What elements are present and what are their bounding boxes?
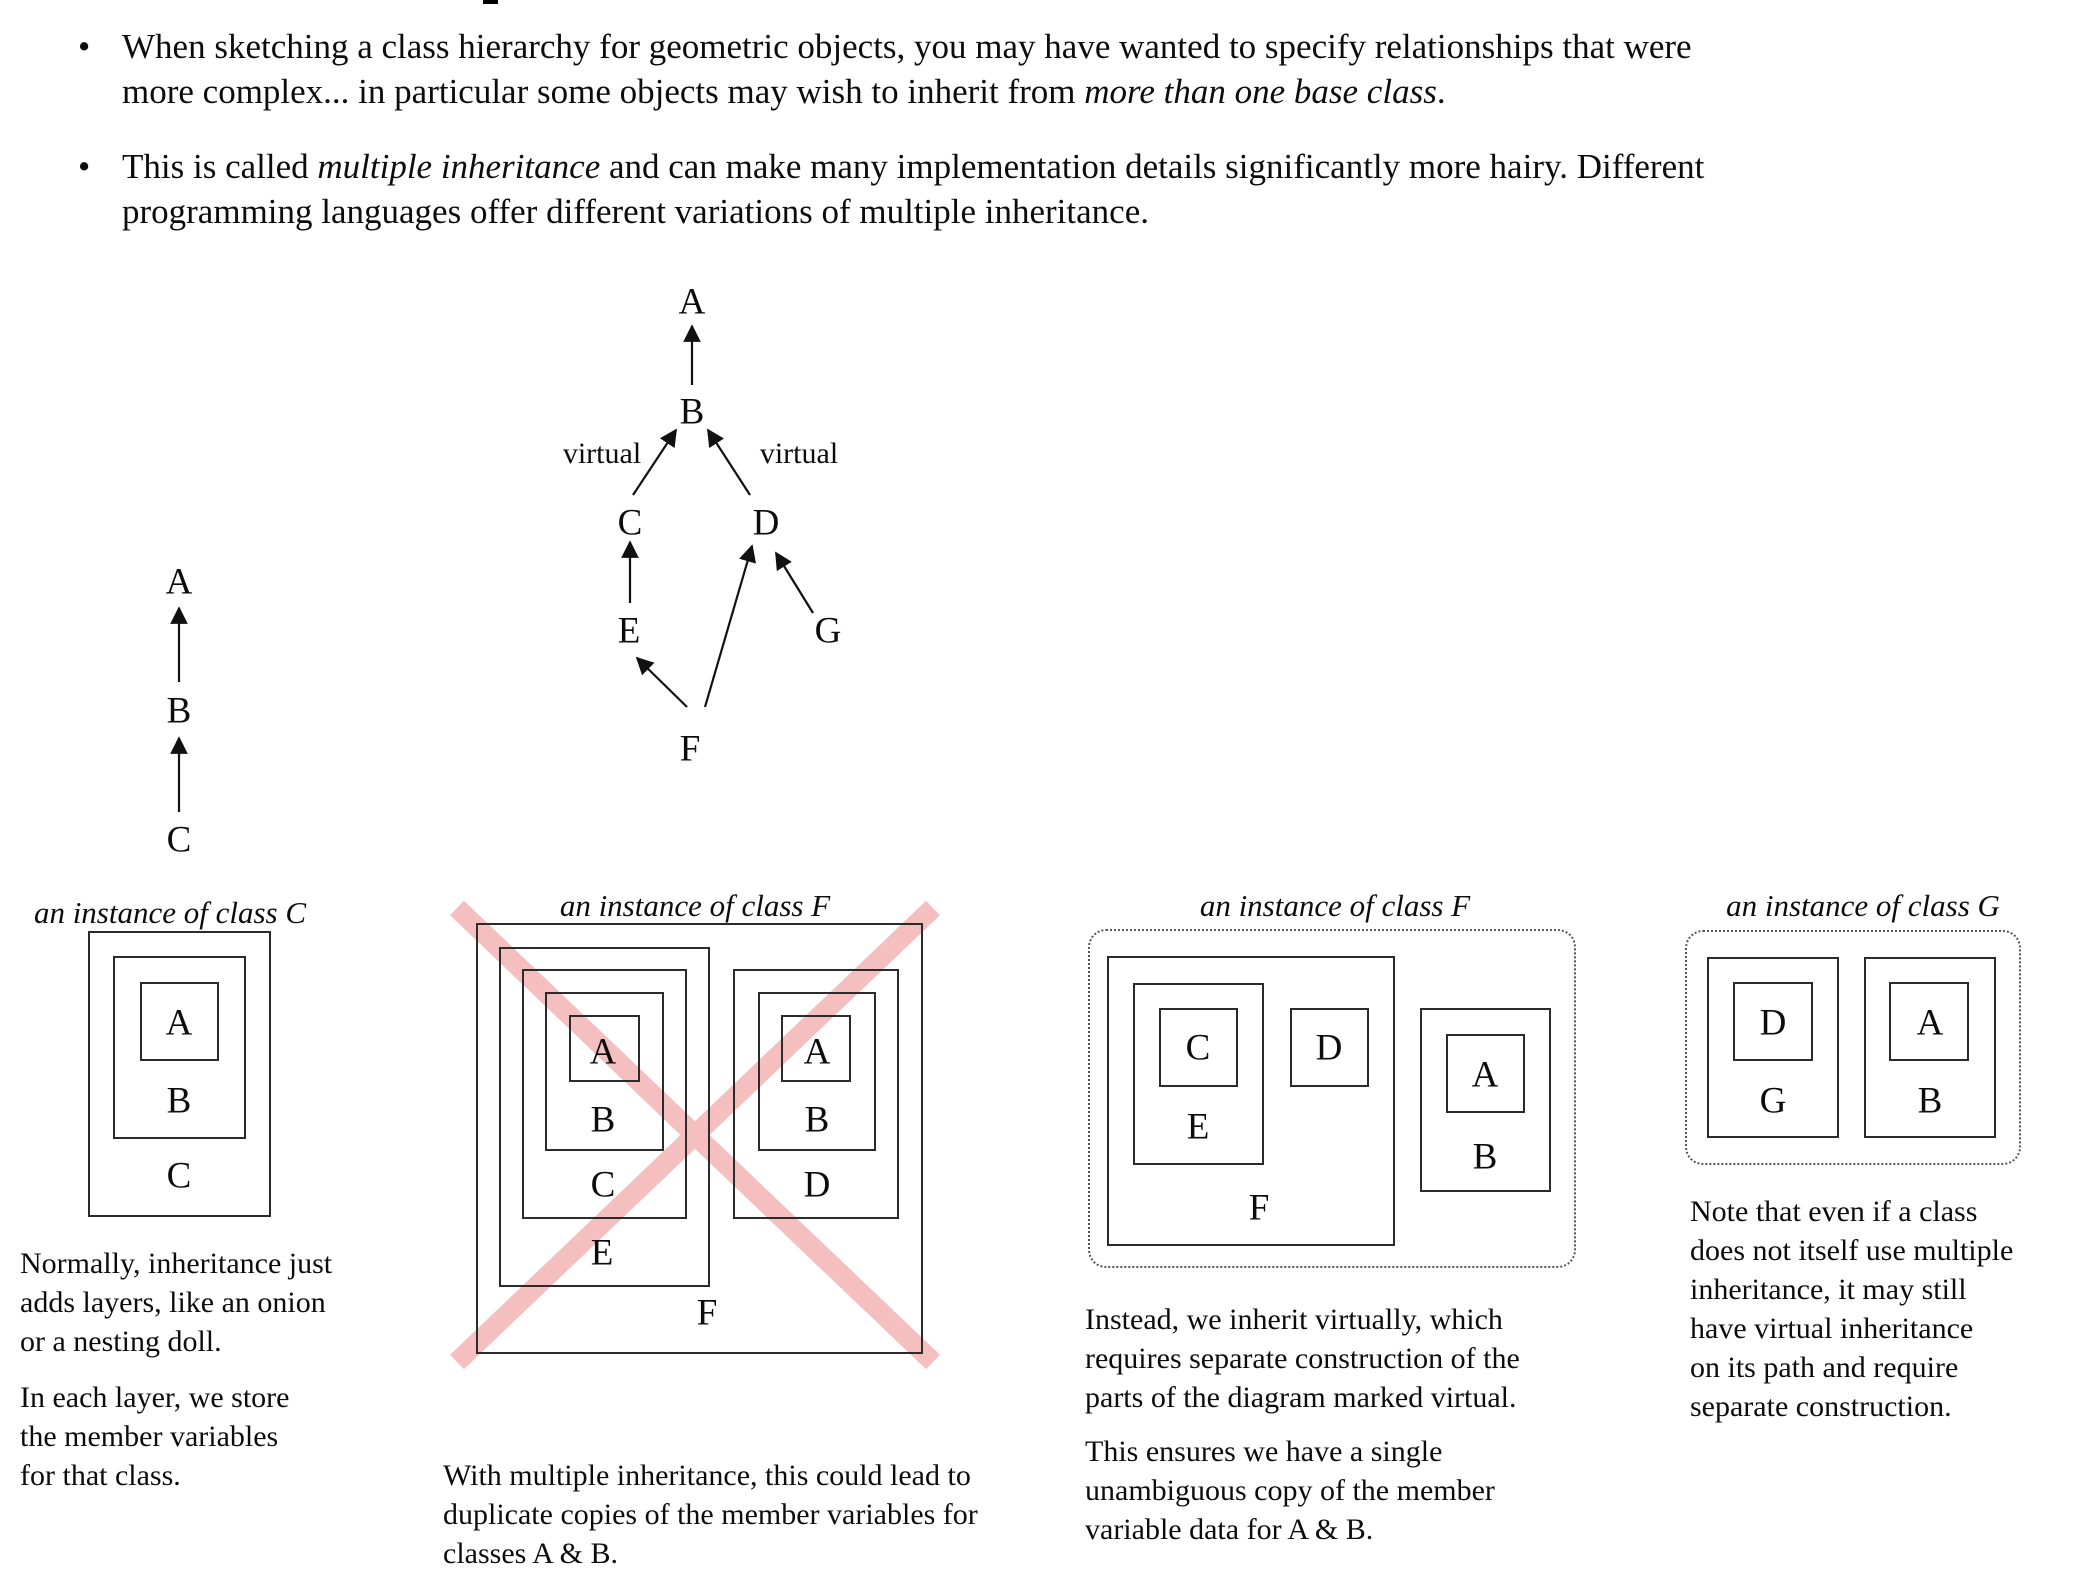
instance-c-diagram	[20, 895, 320, 1225]
virtual-label-c: C	[1185, 1027, 1211, 1069]
note-line: In each layer, we store	[20, 1381, 290, 1414]
note-line: or a nesting doll.	[20, 1325, 222, 1358]
virtual-label-e: E	[1186, 1106, 1210, 1148]
note-line: adds layers, like an onion	[20, 1286, 326, 1319]
instance-g-caption: an instance of class G	[1726, 888, 2000, 923]
virtual-label-a: A	[1471, 1054, 1499, 1096]
note-line: on its path and require	[1690, 1351, 1959, 1384]
bullet-2-line-1-em: multiple inheritance	[317, 147, 601, 186]
node-b: B	[679, 391, 705, 433]
note-line: With multiple inheritance, this could lead to	[443, 1459, 971, 1492]
note-line: parts of the diagram marked virtual.	[1085, 1381, 1517, 1414]
main-hierarchy-arrows	[430, 280, 910, 780]
note-virtual-path	[1690, 1192, 2090, 1426]
note-member-variables	[20, 1378, 420, 1495]
bullet-2-text	[122, 144, 1704, 234]
node-a: A	[678, 281, 706, 323]
crossed-label-b-left: B	[590, 1099, 616, 1141]
bullet-2-line-1-post: and can make many implementation details significantly more hairy. Different	[600, 147, 1705, 186]
note-line: the member variables	[20, 1420, 279, 1453]
node-c: C	[617, 502, 643, 544]
node-e: E	[617, 610, 641, 652]
bullet-item-1	[78, 24, 1704, 114]
g-label-a: A	[1916, 1002, 1944, 1044]
arrow-d-to-b-virtual	[708, 430, 750, 495]
simple-hierarchy-diagram	[130, 560, 230, 860]
node-g: G	[814, 610, 842, 652]
g-label-d: D	[1759, 1002, 1787, 1044]
note-line: inheritance, it may still	[1690, 1273, 1967, 1306]
crossed-label-f: F	[696, 1292, 718, 1334]
note-line: does not itself use multiple	[1690, 1234, 2014, 1267]
crossed-label-a-right: A	[803, 1031, 831, 1073]
note-line: classes A & B.	[443, 1537, 619, 1570]
crossed-label-b-right: B	[804, 1099, 830, 1141]
note-line: have virtual inheritance	[1690, 1312, 1974, 1345]
crossed-label-e: E	[590, 1232, 614, 1274]
instance-f-virtual-diagram	[1085, 888, 1585, 1278]
note-line: Note that even if a class	[1690, 1195, 1978, 1228]
virtual-label-left: virtual	[562, 437, 642, 470]
instance-c-label-b: B	[166, 1080, 192, 1122]
clipped-title-fragment	[483, 0, 498, 4]
instance-c-label-a: A	[165, 1002, 193, 1044]
g-label-b: B	[1917, 1080, 1943, 1122]
note-line: This ensures we have a single	[1085, 1435, 1443, 1468]
bullet-1-line-2-pre: more complex... in particular some objects may wish to inherit from	[122, 72, 1085, 111]
crossed-label-d: D	[803, 1164, 831, 1206]
bullet-list	[78, 24, 1704, 234]
bullet-1-text	[122, 24, 1692, 114]
bullet-marker: •	[78, 147, 91, 186]
note-line: Instead, we inherit virtually, which	[1085, 1303, 1503, 1336]
note-duplicate-copies	[443, 1456, 1103, 1573]
note-line: unambiguous copy of the member	[1085, 1474, 1495, 1507]
arrow-f-to-e	[637, 658, 687, 707]
crossed-label-a-left: A	[589, 1031, 617, 1073]
arrow-f-to-d	[705, 546, 752, 707]
note-line: variable data for A & B.	[1085, 1513, 1374, 1546]
note-line: separate construction.	[1690, 1390, 1952, 1423]
g-label-g: G	[1759, 1080, 1787, 1122]
crossed-label-c: C	[590, 1164, 616, 1206]
instance-f-virtual-caption: an instance of class F	[1199, 888, 1471, 923]
bullet-1-line-2-em: more than one base class	[1084, 72, 1437, 111]
note-line: Normally, inheritance just	[20, 1247, 333, 1280]
virtual-label-right: virtual	[759, 437, 839, 470]
bullet-marker: •	[78, 27, 91, 66]
bullet-item-2	[78, 144, 1704, 234]
virtual-label-f: F	[1248, 1187, 1270, 1229]
note-line: requires separate construction of the	[1085, 1342, 1520, 1375]
note-onion	[20, 1244, 420, 1361]
virtual-label-d: D	[1315, 1027, 1343, 1069]
node-d: D	[752, 502, 780, 544]
node-c: C	[166, 819, 192, 861]
arrow-g-to-d	[776, 553, 813, 613]
virtual-label-b: B	[1472, 1136, 1498, 1178]
note-single-copy	[1085, 1432, 1625, 1549]
note-line: duplicate copies of the member variables for	[443, 1498, 978, 1531]
bullet-2-line-1-pre: This is called	[122, 147, 318, 186]
instance-g-diagram	[1685, 888, 2075, 1178]
bullet-1-line-1: When sketching a class hierarchy for geometric objects, you may have wanted to specify relationships that were	[122, 27, 1692, 66]
bullet-1-line-2	[122, 69, 1692, 114]
node-a: A	[165, 561, 193, 603]
note-inherit-virtually	[1085, 1300, 1625, 1417]
instance-f-crossed-caption: an instance of class F	[559, 888, 831, 923]
instance-f-crossed-diagram	[440, 888, 950, 1378]
node-b: B	[166, 690, 192, 732]
bullet-2-line-1	[122, 144, 1704, 189]
node-f: F	[679, 728, 701, 770]
bullet-1-line-2-post: .	[1436, 72, 1446, 111]
instance-c-label-c: C	[166, 1155, 192, 1197]
note-line: for that class.	[20, 1459, 181, 1492]
main-hierarchy-diagram	[430, 280, 910, 780]
bullet-2-line-2: programming languages offer different variations of multiple inheritance.	[122, 192, 1149, 231]
instance-c-caption: an instance of class C	[33, 895, 307, 930]
